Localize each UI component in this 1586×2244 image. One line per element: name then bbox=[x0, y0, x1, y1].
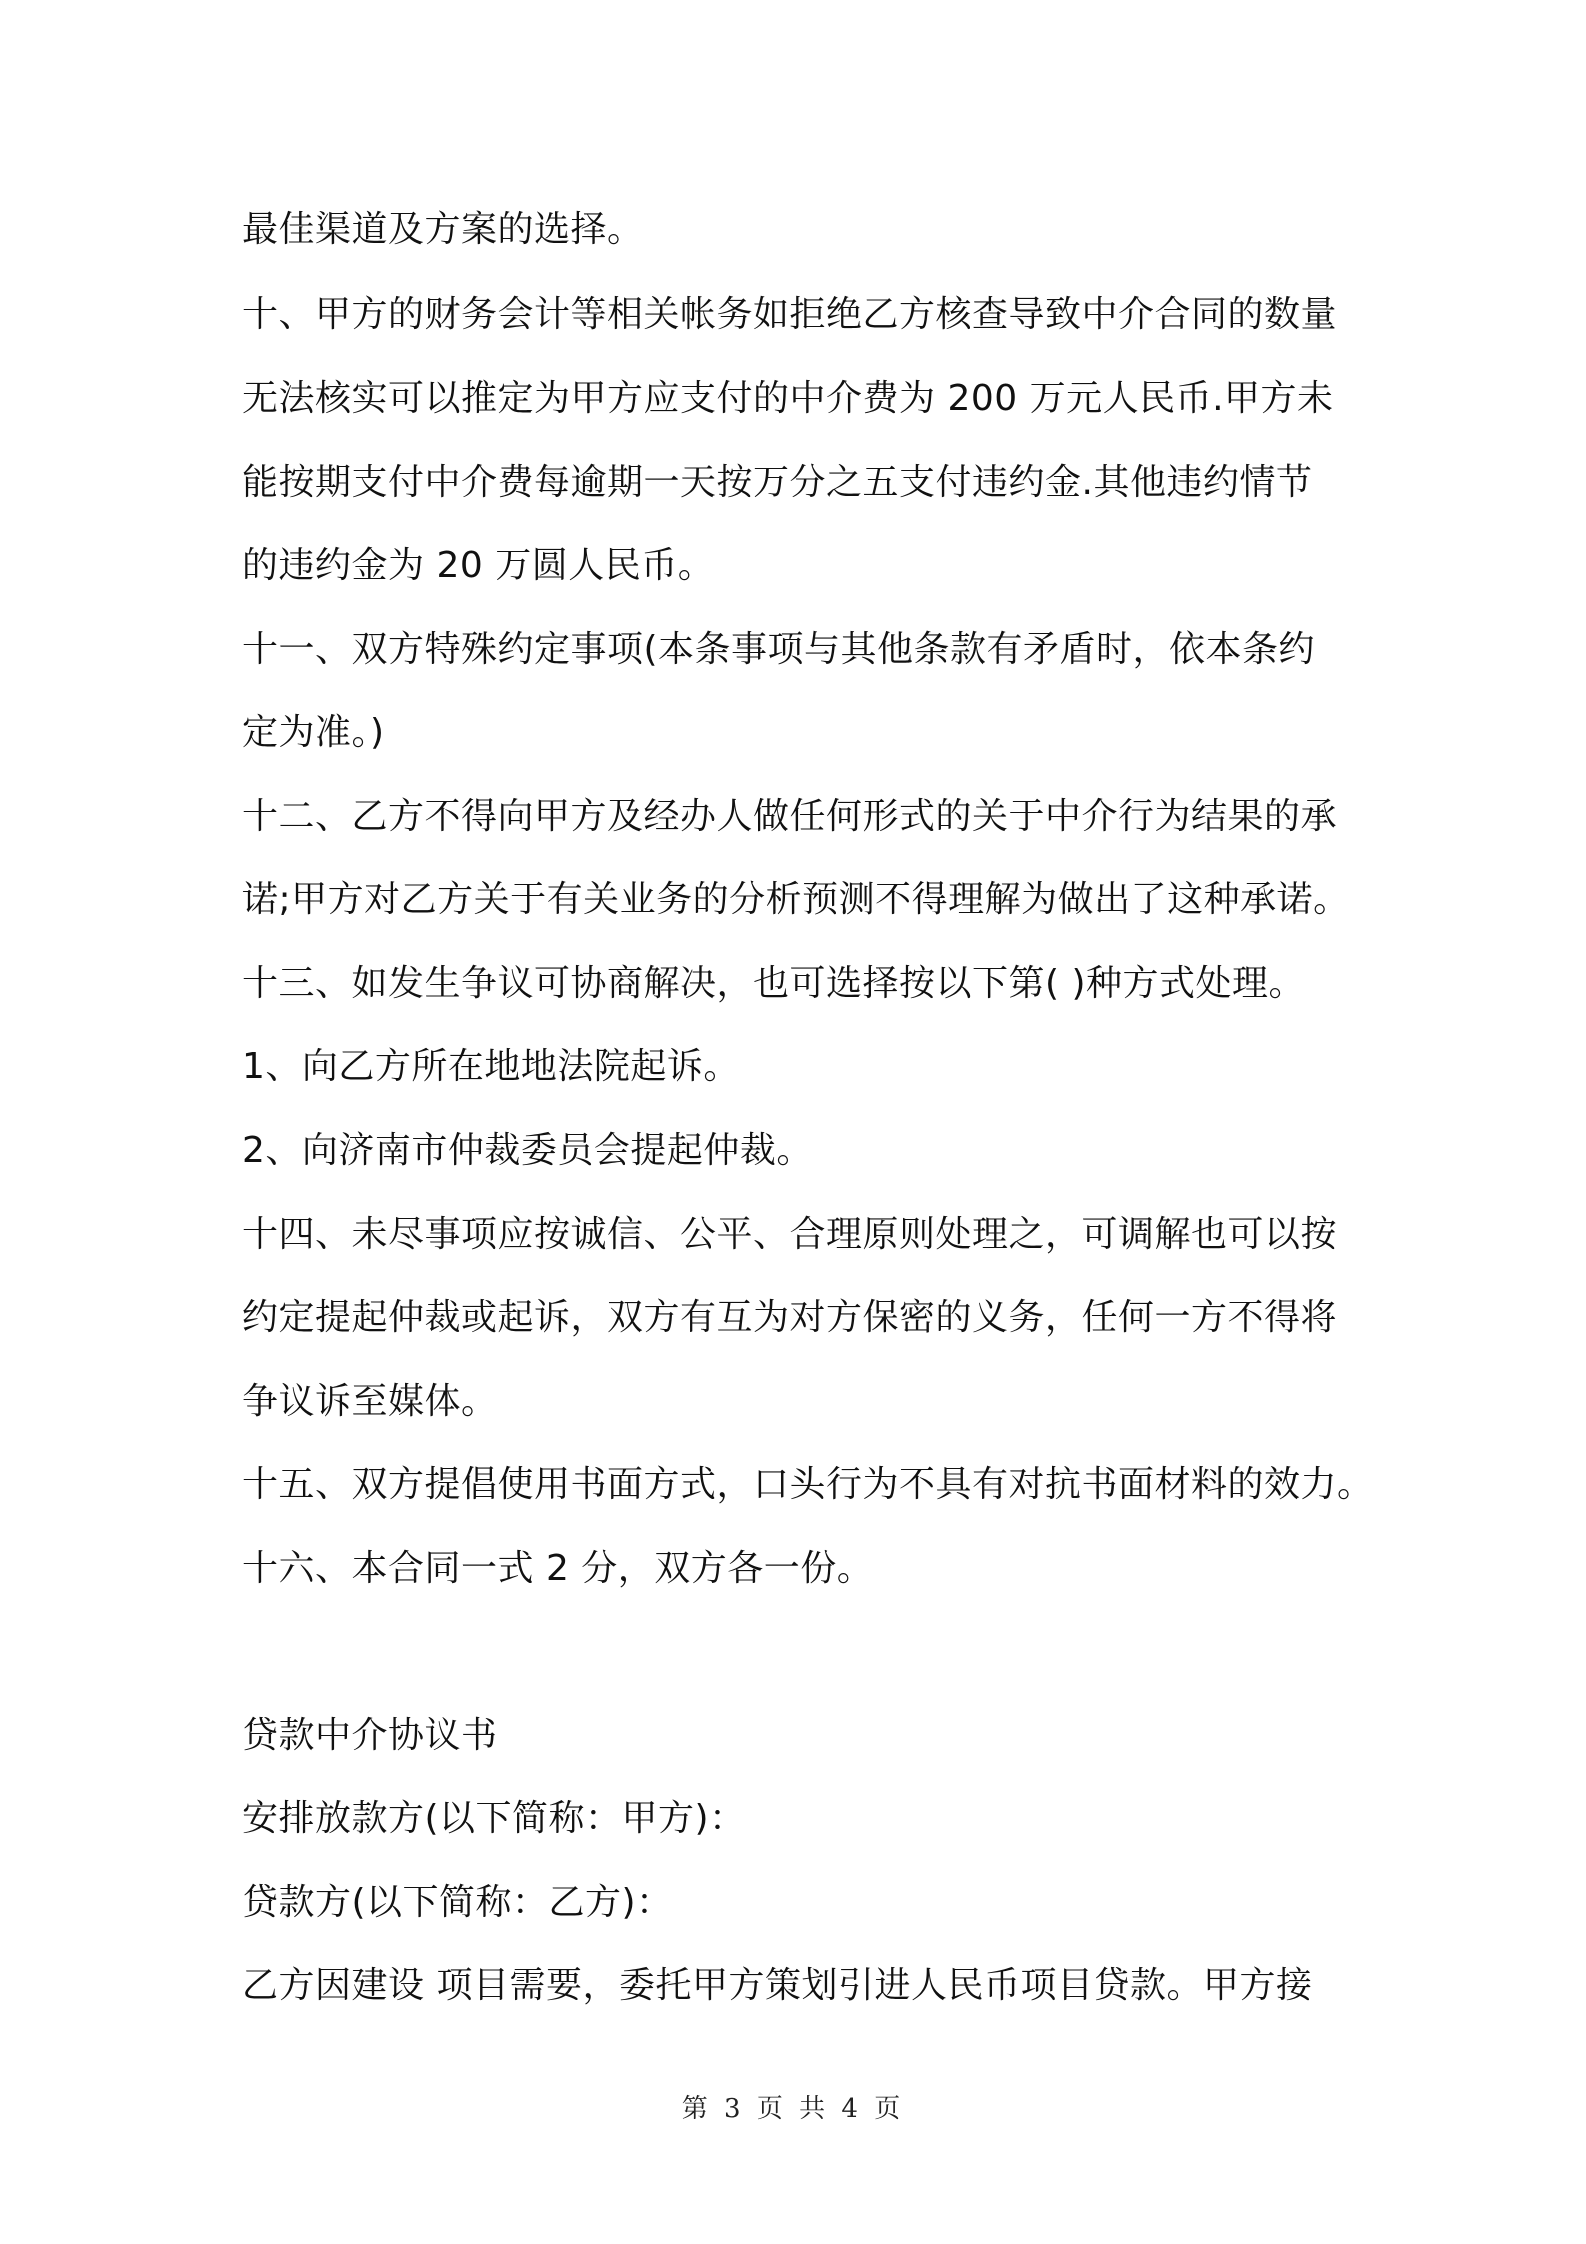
text-line: 贷款中介协议书 bbox=[242, 1715, 498, 1756]
text-line: 十六、本合同一式 2 分，双方各一份。 bbox=[242, 1548, 874, 1589]
text-line: 十、甲方的财务会计等相关帐务如拒绝乙方核查导致中介合同的数量 bbox=[242, 294, 1338, 335]
page-number-footer: 第 3 页 共 4 页 bbox=[681, 2094, 905, 2124]
text-line: 能按期支付中介费每逾期一天按万分之五支付违约金.其他违约情节 bbox=[242, 462, 1313, 503]
text-line: 十四、未尽事项应按诚信、公平、合理原则处理之，可调解也可以按 bbox=[242, 1214, 1338, 1255]
text-line: 十二、乙方不得向甲方及经办人做任何形式的关于中介行为结果的承 bbox=[242, 796, 1338, 837]
text-line: 最佳渠道及方案的选择。 bbox=[242, 209, 644, 250]
text-line: 十三、如发生争议可协商解决，也可选择按以下第( )种方式处理。 bbox=[242, 963, 1306, 1004]
text-line: 十一、双方特殊约定事项(本条事项与其他条款有矛盾时，依本条约 bbox=[242, 629, 1316, 670]
text-line: 约定提起仲裁或起诉，双方有互为对方保密的义务，任何一方不得将 bbox=[242, 1297, 1338, 1338]
text-line: 诺;甲方对乙方关于有关业务的分析预测不得理解为做出了这种承诺。 bbox=[242, 879, 1350, 920]
text-line: 争议诉至媒体。 bbox=[242, 1381, 498, 1422]
text-line: 1、向乙方所在地地法院起诉。 bbox=[242, 1046, 740, 1087]
text-line: 无法核实可以推定为甲方应支付的中介费为 200 万元人民币.甲方未 bbox=[242, 378, 1334, 419]
text-line: 2、向济南市仲裁委员会提起仲裁。 bbox=[242, 1130, 813, 1171]
text-line: 乙方因建设 项目需要，委托甲方策划引进人民币项目贷款。甲方接 bbox=[242, 1965, 1313, 2006]
text-line: 安排放款方(以下简称：甲方)： bbox=[242, 1798, 746, 1839]
text-line: 的违约金为 20 万圆人民币。 bbox=[242, 545, 715, 586]
text-line: 十五、双方提倡使用书面方式，口头行为不具有对抗书面材料的效力。 bbox=[242, 1464, 1374, 1505]
text-line: 贷款方(以下简称：乙方)： bbox=[242, 1882, 673, 1923]
text-line: 定为准。) bbox=[242, 712, 385, 753]
